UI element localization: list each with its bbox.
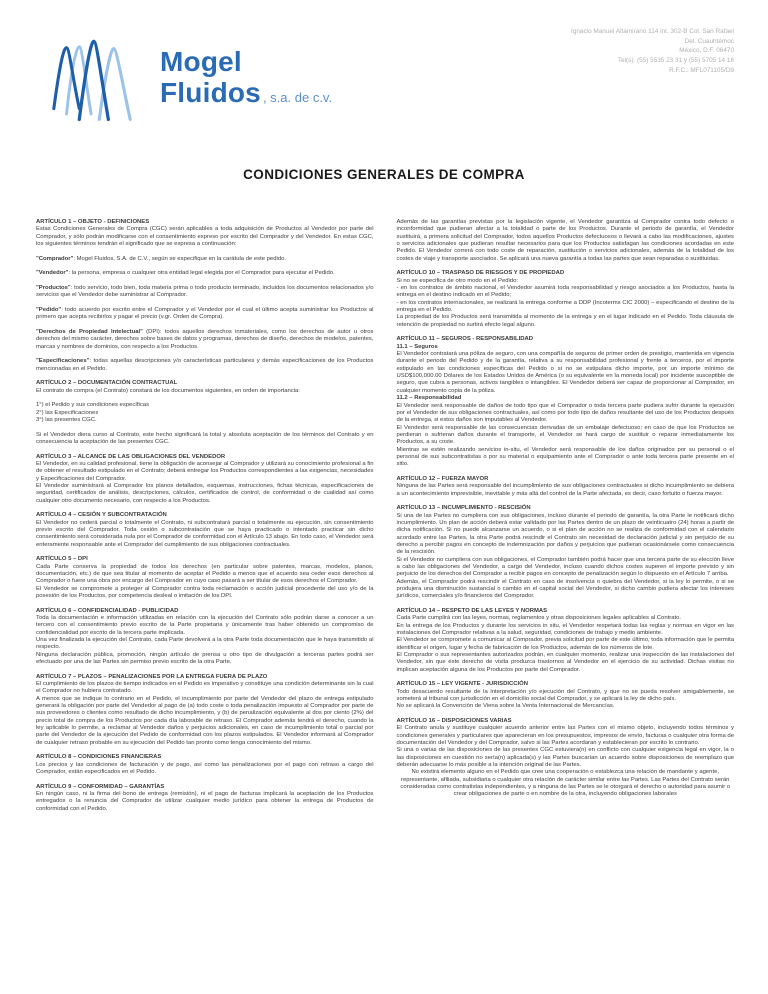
company-address xyxy=(571,27,734,76)
defined-term: "Especificaciones" xyxy=(36,358,90,365)
article-heading: ARTÍCULO 13 – INCUMPLIMIENTO - RESCISIÓN xyxy=(396,505,531,512)
definition-paragraph: "Productos": todo servicio, todo bien, toda materia prima o todo producto terminado, incluidos los documentos relacionados y/o servicios que el Vendedor debe suministrar al Comprador. xyxy=(36,284,374,299)
paragraph: - en los contratos internacionales, se realizará la entrega conforme a DDP (Incoterms CIC 2000) – especificando el destino de la entrega en el Pedido. xyxy=(396,299,734,314)
paragraph: El Vendedor se compromete a comunicar al Comprador, previa solicitud por parte de este último, toda información que le permita identificar el origen, lugar y fecha de fabricación de los Productos, además de los números de lote. xyxy=(396,637,734,651)
paragraph: El Vendedor, en su calidad profesional, tiene la obligación de aconsejar al Comprador y utilizará su conocimiento profesional a fin de obtener el resultado estipulado en el Contrato; deberá entregar los Productos correspondientes a las exigencias, necesidades y Especificaciones del Comprador. xyxy=(36,460,374,482)
article-heading: ARTÍCULO 3 – ALCANCE DE LAS OBLIGACIONES DEL VENDEDOR xyxy=(36,453,226,460)
definition-paragraph: "Derechos de Propiedad Intelectual" (DPI): todos aquellos derechos inmateriales, como los derechos de autor u otros derechos del mismo carácter, derechos sobre bases de datos y programas, derechos de diseño, derechos de modelos, patentes, marcas y nombres de dominios, con respecto a los Productos. xyxy=(36,328,374,350)
paragraph: El contrato de compra (el Contrato) constará de los documentos siguientes, en orden de importancia: xyxy=(36,387,300,394)
definition-paragraph: "Comprador": Mogel Fluidos, S.A. de C.V., según se especifique en la carátula de este pedido. xyxy=(36,255,286,262)
address-line: Tel(s). (55) 5535 23 31 y (55) 5705 14 16 xyxy=(617,57,734,65)
address-line: Ignacio Manuel Altamirano 114 int. 302-B Col. San Rafael xyxy=(571,28,734,35)
article-heading: ARTÍCULO 9 – CONFORMIDAD – GARANTÍAS xyxy=(36,783,165,790)
paragraph: En ningún caso, ni la firma del bono de entrega (remisión), ni el pago de facturas implicará la aceptación de los Productos entregados o la renuncia del Comprador de utilizar cualquier medio jurídico para obtener la entrega de Productos de conformidad con el Pedido. xyxy=(36,791,374,812)
logo-suffix: , s.a. de c.v. xyxy=(262,90,333,105)
article-heading: ARTÍCULO 5 – DPI xyxy=(36,556,88,563)
paragraph: No se aplicará la Convención de Viena sobre la Venta Internacional de Mercancías. xyxy=(396,703,615,710)
article-heading: ARTÍCULO 2 – DOCUMENTACIÓN CONTRACTUAL xyxy=(36,380,178,387)
list-item: 2°) las Especificaciones xyxy=(36,409,99,416)
paragraph: La propiedad de los Productos será transmitida al momento de la entrega y en el lugar indicado en el Pedido. Toda cláusula de retención de propiedad no surtirá efecto legal alguno. xyxy=(396,314,734,328)
paragraph: El cumplimiento de los plazos de tiempo indicados en el Pedido es imperativo y constituye una condición determinante sin la cual el Comprador no hubiera contratado. xyxy=(36,681,374,695)
article-heading: ARTÍCULO 10 – TRASPASO DE RIESGOS Y DE PROPIEDAD xyxy=(396,270,565,277)
list-item: 1°) el Pedido y sus condiciones específicas xyxy=(36,402,150,409)
logo-word-mogel: Mogel xyxy=(160,46,242,77)
paragraph: Ninguna declaración pública, promoción, ningún artículo de prensa u otro tipo de divulgación a terceras partes podrá ser efectuado por una de las Partes sin permiso previo escrito de la otra Parte. xyxy=(36,651,374,666)
article-heading: ARTÍCULO 6 – CONFIDENCIALIDAD - PUBLICIDAD xyxy=(36,607,179,614)
article-heading: ARTÍCULO 11 – SEGUROS - RESPONSABILIDAD xyxy=(396,336,533,343)
paragraph: Ninguna de las Partes será responsable del incumplimiento de sus obligaciones contractuales si dicho incumplimiento se debiera a un acontecimiento imprevisible, inevitable y más allá del control de la Parte afectada, es decir, caso fortuito o fuerza mayor. xyxy=(396,483,734,497)
definition-paragraph: "Vendedor": la persona, empresa o cualquier otra entidad legal elegida por el Comprador para ejecutar el Pedido. xyxy=(36,270,335,277)
article-heading: ARTÍCULO 12 – FUERZA MAYOR xyxy=(396,475,489,482)
article-heading: ARTÍCULO 16 – DISPOSICIONES VARIAS xyxy=(396,718,512,725)
paragraph: Una vez finalizada la ejecución del Contrato, cada Parte devolverá a la otra Parte toda documentación que le haya transmitido al respecto. xyxy=(36,636,374,651)
paragraph: A menos que se indique lo contrario en el Pedido, el incumplimiento por parte del Vendedor del plazo de entrega estipulado generará la obligación por parte del Vendedor al pago de (a) todo coste o toda penalización impuesto al Comprador por parte de sus proveedores o clientes como resultado de dicho incumplimiento, y (b) de penalización equivalente al dos por ciento (2%) del precio total de compra de los Productos por cada día laborable de retraso. El Comprador además tendrá el derecho, cuando la ley aplicable lo permite, a reclamar al Vendedor daños y perjuicios adicionales, en caso de incumplimiento total o parcial por parte del Vendedor de la ejecución del Pedido de conformidad con los plazos estipulados. El Vendedor informará al Comprador de cualquier retraso probable en su ejecución del Pedido tan pronto como tenga conocimiento del mismo. xyxy=(36,695,374,746)
paragraph: Además de las garantías previstas por la legislación vigente, el Vendedor garantiza al Comprador contra todo defecto o inconformidad que pudieran afectar a la totalidad o parte de los Productos. Durante el periodo de garantía, el Vendedor sustituirá, a primera solicitud del Comprador, todos aquellos Productos defectuosos o llevará a cabo las modificaciones, ajustes o servicios adicionales que pudieran resultar necesarios para que los Productos satisfagan las condiciones acordadas en este Pedido. El Vendedor correrá con todo coste de reparación, sustitución o servicios adicionales, además de la totalidad de los costes de viaje y transporte asociados. Se aplicará una nueva garantía a todas las partes que sean reparadas o sustituidas. xyxy=(396,219,734,262)
sub-heading: 11.2 – Responsabilidad xyxy=(396,395,462,402)
centered-paragraph: No existirá elemento alguno en el Pedido que cree una cooperación o establezca una relación de mandante y agente, representante, afiliada, subsidiaria o cualquier otra relación de carácter similar entre las Partes. Las Partes del Contrato serán consideradas como contratistas independientes, y a ninguna de las Partes se le otorgará el derecho o autoridad para asumir o crear obligaciones de parte o en nombre de la otra, incluyendo obligaciones laborales xyxy=(400,769,731,798)
article-heading: ARTÍCULO 4 – CESIÓN Y SUBCONTRATACIÓN xyxy=(36,512,167,519)
paragraph: El Vendedor se compromete a proteger al Comprador contra toda reclamación o acción judicial procedente del uso y/o de la posesión de los Productos, por competencia desleal o imitación de los DPI. xyxy=(36,585,374,599)
paragraph: - en los contratos de ámbito nacional, el Vendedor asumirá toda responsabilidad y riesgo asociados a los Productos, hasta la entrega en el destino indicado en el Pedido; xyxy=(396,285,734,299)
document-body xyxy=(36,219,734,813)
address-line: México, D.F. 06470 xyxy=(679,47,734,55)
mogel-waves-logo-icon xyxy=(52,34,152,124)
paragraph: Si una o varias de las disposiciones de las presentes CGC estuviera(n) en conflicto con cualquier exigencia legal en vigor, la o las disposiciones en cuestión no sería(n) aplicada(s) y las Partes buscarían un acuerdo sobre disposiciones de reemplazo que deberán adecuarse lo más posible a la intención original de las Partes. xyxy=(396,747,734,769)
defined-term: "Productos" xyxy=(36,284,71,291)
right-column xyxy=(397,219,735,813)
paragraph: El Vendedor contratará una póliza de seguro, con una compañía de seguros de primer orden de prestigio, mantenida en vigencia durante el periodo del Pedido y de la garantía, relativa a su responsabilidad profesional y frente a terceros, por el importe estipulado en las condiciones específicas del Pedido o si no se estipulara dicho importe, por un importe mínimo de USD$100,000.00 Dólares de los Estados Unidos de América (o su equivalente en la moneda local) por incidente susceptible de seguro, que cubra a personas, activos tangibles o intangibles. El Vendedor deberá ser capaz de proporcionar al Comprador, en cualquier momento copia de la póliza. xyxy=(396,351,734,394)
paragraph: Mientras se estén realizando servicios in-situ, el Vendedor será responsable de los daños originados por su personal o el personal de sus subcontratistas o por su material o equipamiento ante el Comprador o ante toda tercera parte presente en el sitio. xyxy=(396,446,734,468)
paragraph: Los precios y las condiciones de facturación y de pago, así como las penalizaciones por el pago con retraso a cargo del Comprador, están especificados en el Pedido. xyxy=(36,761,374,776)
paragraph: Cada Parte cumplirá con las leyes, normas, reglamentos y otras disposiciones legales aplicables al Contrato. xyxy=(396,615,682,622)
article-heading: ARTÍCULO 14 – RESPETO DE LAS LEYES Y NORMAS xyxy=(396,607,548,614)
paragraph: El Vendedor será responsable de las consecuencias derivadas de un embalaje defectuoso; en caso de que los Productos se perdieran o sufrieran daños durante el transporte, el Vendedor se hará cargo de sustituir o reparar inmediatamente los Productos, a su coste. xyxy=(396,424,734,446)
paragraph: El Vendedor no cederá parcial o totalmente el Contrato, ni subcontratará parcial o totalmente su ejecución, sin consentimiento previo escrito del Comprador. Toda cesión o subcontratación que se haya practicado o intentado practicar sin dicho consentimiento será considerada nula por el Comprador de conformidad con el Artículo 13 abajo. En todo caso, el Vendedor será enteramente responsable ante el Comprador del cumplimiento de sus obligaciones contractuales. xyxy=(36,519,374,548)
paragraph: El Comprador o sus representantes autorizados podrán, en cualquier momento, realizar una inspección de las instalaciones del Vendedor, sin que éste derecho de visita produzca trastornos al Vendedor en el ejercicio de su actividad. Dichas visitas no implican aceptación alguna de los Productos por parte del Comprador. xyxy=(396,652,734,673)
defined-term: "Derechos de Propiedad Intelectual" xyxy=(36,328,143,335)
sub-heading: 11.1 – Seguros xyxy=(396,343,438,350)
paragraph: El Contrato anula y sustituye cualquier acuerdo anterior entre las Partes con el mismo objeto, incluyendo todos términos y condiciones generales y particulares que aparecieran en los presupuestos, impresos de envío, facturas o cualquier otra forma de documentación del Vendedor y del Comprador, salvo si las Partes acordaran y establecieran por escrito lo contrario. xyxy=(396,725,734,747)
defined-term: "Vendedor" xyxy=(36,270,69,277)
paragraph: Todo desacuerdo resultante de la interpretación y/o ejecución del Contrato, y que no se pueda resolver amigablemente, se someterá al tribunal con jurisdicción en el domicilio social del Comprador, y se aplicará la ley de dicho país. xyxy=(396,688,734,703)
paragraph: El Vendedor suministrará al Comprador los planos detallados, esquemas, instrucciones, fichas técnicas, especificaciones de seguridad, certificados de análisis, descripciones, cálculos, certificados de control, de conformidad o de cualidad así como cualquier otro documento necesario, con respecto a los Productos. xyxy=(36,482,374,504)
logo-wordmark xyxy=(160,46,332,108)
paragraph: En la entrega de los Productos y durante los servicios in situ, el Vendedor respetará todas las reglas y normas en vigor en las instalaciones del Comprador relativas a la salud, seguridad, condiciones de trabajo y medio ambiente. xyxy=(396,622,734,637)
defined-term: "Pedido" xyxy=(36,306,62,313)
article-heading: ARTÍCULO 7 – PLAZOS – PENALIZACIONES POR LA ENTREGA FUERA DE PLAZO xyxy=(36,673,268,680)
paragraph: Toda la documentación e información utilizadas en relación con la ejecución del Contrato sólo podrán darse a conocer a un tercero con el consentimiento previo escrito de la Parte propietaria y únicamente tras haber obtenido un compromiso de confidencialidad por escrito de la tercera parte implicada. xyxy=(36,614,374,636)
definition-paragraph: "Especificaciones": todas aquellas descripciones y/o características particulares y demás especificaciones de los Productos mencionadas en el Pedido. xyxy=(36,358,374,372)
left-column xyxy=(36,219,374,813)
paragraph: Si una de las Partes no cumpliera con sus obligaciones, incluso durante el periodo de garantía, la otra Parte le notificará dicho incumplimiento. Un plan de acción deberá estar validado por las Partes dentro de un plazo de veinticuatro (24) horas a partir de dicha notificación. Si no puede alcanzarse un acuerdo, o si el plan de acción no se realiza de conformidad con el calendario acordado entre las Partes, la otra Parte podrá rescindir el Contrato sin necesidad de declaración judicial y sin perjuicio de su derecho a percibir pagos en concepto de indemnización por daños y perjuicios que pudieran ocasionársele como consecuencia de la rescisión. xyxy=(396,512,734,556)
paragraph: Si no se especifica de otro modo en el Pedido: xyxy=(396,277,518,284)
paragraph: El Vendedor será responsable de daños de todo tipo que el Comprador o toda tercera parte pudiera sufrir durante la ejecución por el Vendedor de sus obligaciones contractuales, así como por todo tipo de daños resultante del uso de los Productos después de la entrega, si estos daños son imputables al Vendedor. xyxy=(396,402,734,424)
paragraph: Estas Condiciones Generales de Compra (CGC) serán aplicables a toda adquisición de Productos al Vendedor por parte del Comprador, y sólo podrán modificarse con el consentimiento expreso por escrito del Comprador y del Vendedor. En estas CGC, los siguientes términos tendrán el significado que se expresa a continuación: xyxy=(36,226,374,248)
ordered-list xyxy=(36,402,374,424)
logo-word-fluidos: Fluidos xyxy=(160,77,261,108)
article-heading: ARTÍCULO 8 – CONDICIONES FINANCIERAS xyxy=(36,754,162,761)
paragraph: Si el Vendedor no cumpliera con sus obligaciones, el Comprador también podrá hacer que una tercera parte de su elección lleve a cabo las obligaciones del Vendedor, a cargo del Vendedor, incluso cuando dichos costes superen el importe previsto y sin perjuicio de los derechos del Comprador a recibir pagos en concepto de penalización según lo dispuesto en el Artículo 7 arriba. xyxy=(396,556,734,578)
company-logo xyxy=(52,34,332,124)
page-title: CONDICIONES GENERALES DE COMPRA xyxy=(243,167,525,182)
address-line: R.F.C.: MFL071105/D9 xyxy=(669,66,734,74)
definition-paragraph: "Pedido": todo acuerdo por escrito entre el Comprador y el Vendedor por el cual el último acepta suministrar los Productos al primero que acepta recibirlos y pagar el precio (v.gr. Orden de Compra). xyxy=(36,306,374,321)
address-line: Del. Cuauhtémoc xyxy=(684,37,734,45)
paragraph: Cada Parte conserva la propiedad de todos los derechos (en particular sobre patentes, marcas, modelos, planos, documentación, etc.) de que sea titular al momento de aceptar el Pedido a menos que el acuerdo sea ceder esos derechos al Comprador o fuere una obra por encargo del Comprador en cuyo caso pasará a ser titular de esos derechos el Comprador. xyxy=(36,563,374,585)
paragraph: Si el Vendedor diera curso al Contrato, este hecho significará la total y absoluta aceptación de los términos del Contrato y en consecuencia la aceptación de las presentes CGC. xyxy=(36,431,374,445)
article-heading: ARTÍCULO 15 – LEY VIGENTE - JURISDICCIÓN xyxy=(396,681,528,688)
defined-term: "Comprador" xyxy=(36,255,74,262)
paragraph: Además, el Comprador podrá rescindir el Contrato en caso de insolvencia o quiebra del Vendedor, si la ley lo permite, o si se produjera una disminución sustancial o cambio en el capital social del Vendedor, si dicho cambio pudiera afectar los intereses jurídicos, comerciales y/o financieros del Comprador. xyxy=(396,578,734,600)
article-heading: ARTÍCULO 1 – OBJETO - DEFINICIONES xyxy=(36,219,150,225)
list-item: 3°) las presentes CGC. xyxy=(36,416,97,423)
